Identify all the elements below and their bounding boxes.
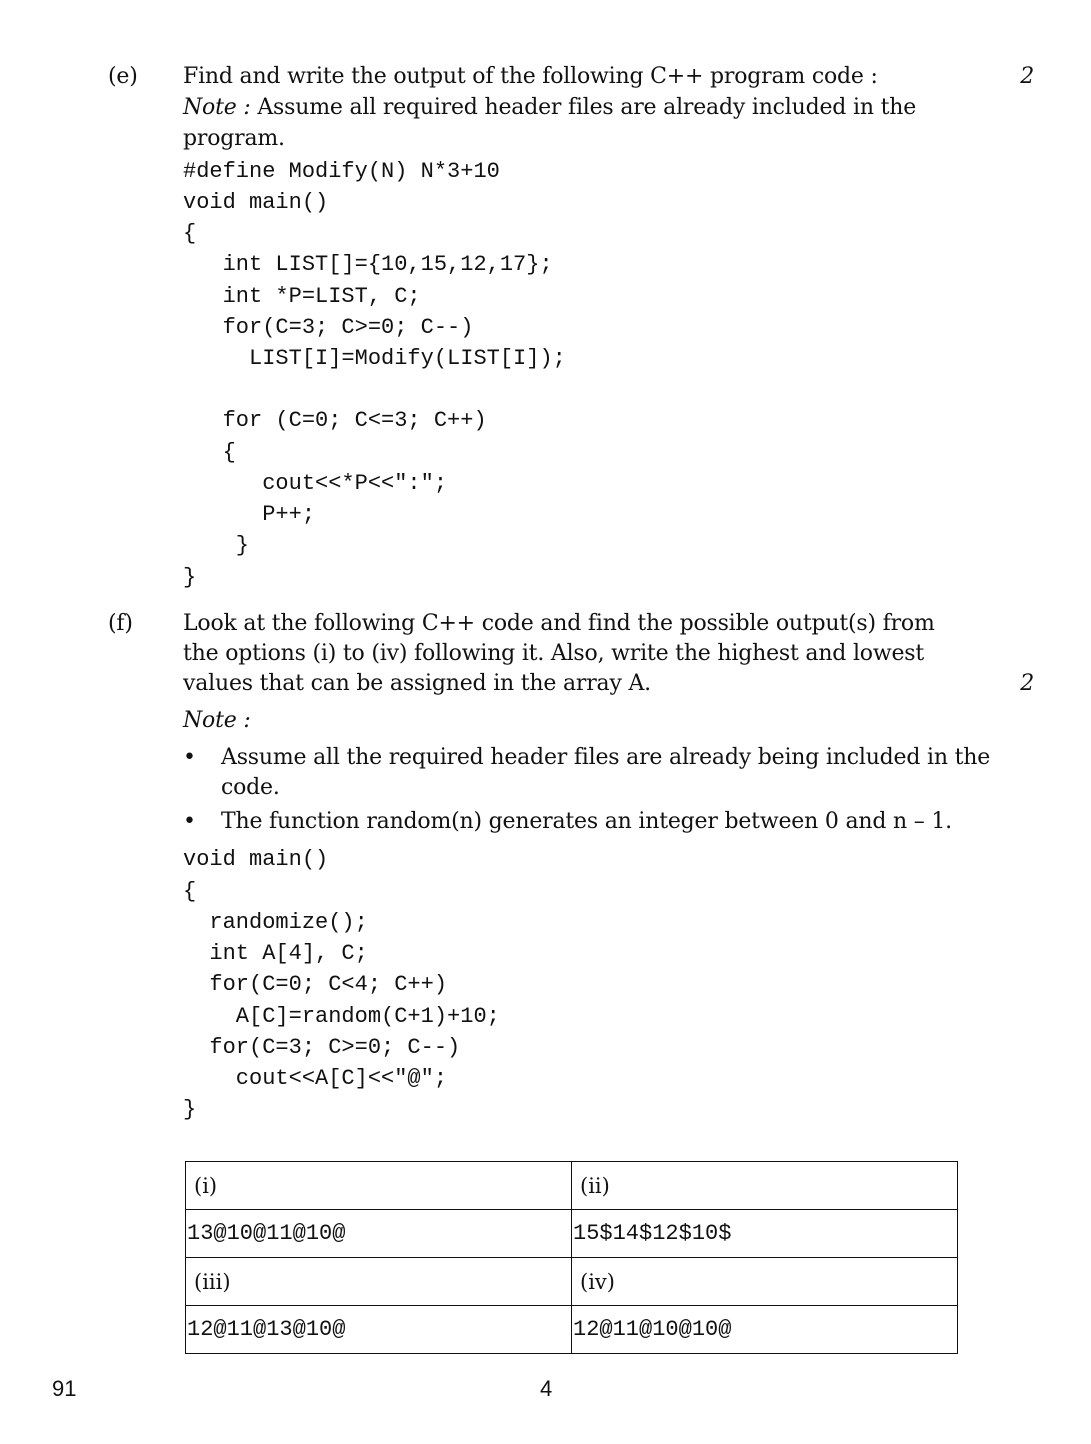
bullet-icon: • <box>183 745 196 770</box>
code-line: LIST[I]=Modify(LIST[I]); <box>183 346 566 371</box>
option-value: 12@11@10@10@ <box>572 1306 958 1354</box>
question-f-marks: 2 <box>1020 671 1034 696</box>
note-bullet <box>183 743 1003 803</box>
code-line: for(C=0; C<4; C++) <box>183 972 448 997</box>
code-line: for(C=3; C>=0; C--) <box>183 315 474 340</box>
note-text: Assume all required header files are already included in the <box>250 95 917 120</box>
code-line: cout<<A[C]<<"@"; <box>183 1066 448 1091</box>
option-value: 13@10@11@10@ <box>186 1210 572 1258</box>
code-line: int A[4], C; <box>183 941 368 966</box>
bullet-icon: • <box>183 809 196 834</box>
question-e-text-line-3: program. <box>183 126 285 151</box>
question-e-note <box>183 93 993 123</box>
code-line: for (C=0; C<=3; C++) <box>183 408 487 433</box>
code-line: randomize(); <box>183 910 368 935</box>
code-line: void main() <box>183 847 329 872</box>
question-f-text-line-3: values that can be assigned in the array A. <box>183 671 651 696</box>
code-line: { <box>183 879 197 904</box>
code-line: int LIST[]={10,15,12,17}; <box>183 252 553 277</box>
code-line: A[C]=random(C+1)+10; <box>183 1004 500 1029</box>
options-table <box>185 1161 958 1354</box>
code-line: P++; <box>183 502 316 527</box>
page-number: 4 <box>540 1376 553 1401</box>
bullet-text: The function random(n) generates an integer between 0 and n – 1. <box>221 809 952 834</box>
code-line: for(C=3; C>=0; C--) <box>183 1035 461 1060</box>
option-label: (i) <box>186 1162 572 1210</box>
question-f-label: (f) <box>108 611 133 636</box>
code-line: #define Modify(N) N*3+10 <box>183 159 500 184</box>
option-label: (iv) <box>572 1258 958 1306</box>
option-value: 15$14$12$10$ <box>572 1210 958 1258</box>
note-bullet <box>183 807 1003 837</box>
option-value: 12@11@13@10@ <box>186 1306 572 1354</box>
question-f-text-line-2: the options (i) to (iv) following it. Also, write the highest and lowest <box>183 641 925 666</box>
question-e-label: (e) <box>108 64 138 89</box>
code-line: } <box>183 1097 197 1122</box>
note-label: Note : <box>183 95 251 120</box>
question-e-marks: 2 <box>1020 64 1034 89</box>
question-f-note-label: Note : <box>183 708 251 733</box>
code-line: cout<<*P<<":"; <box>183 471 448 496</box>
code-line: void main() <box>183 190 329 215</box>
option-label: (ii) <box>572 1162 958 1210</box>
question-e-text-line-1: Find and write the output of the following C++ program code : <box>183 64 878 89</box>
option-label: (iii) <box>186 1258 572 1306</box>
question-f-text-line-1: Look at the following C++ code and find the possible output(s) from <box>183 611 935 636</box>
code-line: { <box>183 221 197 246</box>
bullet-text: Assume all the required header files are already being included in the code. <box>221 745 991 800</box>
code-line: { <box>183 440 236 465</box>
paper-code: 91 <box>52 1376 77 1401</box>
code-line: int *P=LIST, C; <box>183 284 421 309</box>
code-line: } <box>183 565 197 590</box>
code-line: } <box>183 533 250 558</box>
